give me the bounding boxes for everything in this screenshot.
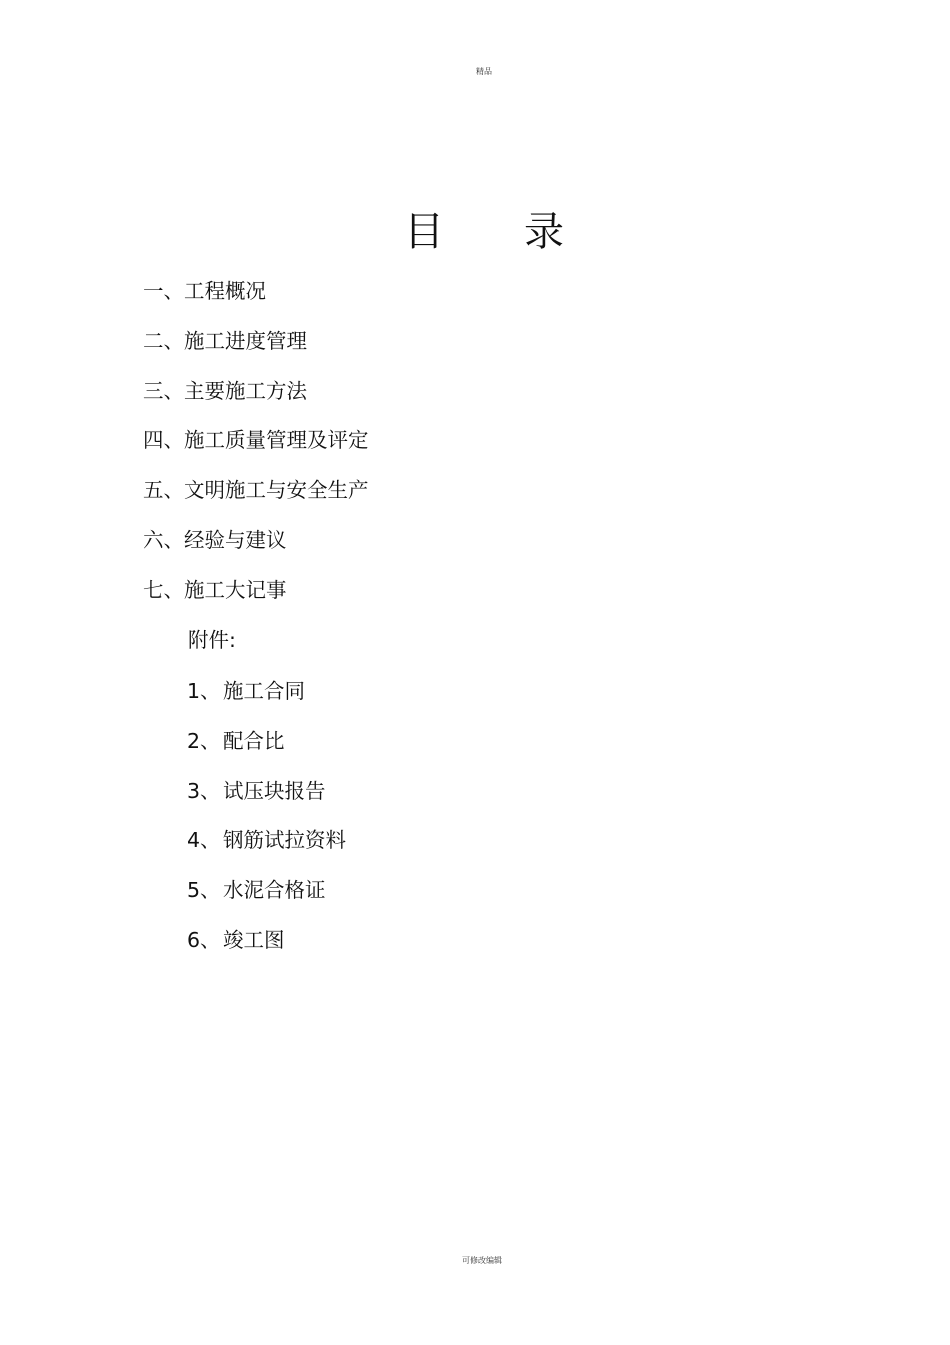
attachment-item <box>187 827 346 877</box>
attachment-label: 试压块报告 <box>223 778 326 803</box>
attachment-label: 水泥合格证 <box>223 878 326 903</box>
attachments-list <box>187 678 346 977</box>
attachment-item <box>187 678 346 728</box>
toc-item: 三、主要施工方法 <box>143 378 307 403</box>
page-title-char-2: 录 <box>524 209 564 255</box>
toc-item: 六、经验与建议 <box>143 527 287 552</box>
toc-item: 二、施工进度管理 <box>143 328 307 353</box>
attachment-item <box>187 927 346 977</box>
attachment-number: 6、 <box>187 927 221 952</box>
attachment-number: 2、 <box>187 728 221 753</box>
attachment-label: 配合比 <box>223 728 285 753</box>
attachment-item <box>187 778 346 828</box>
attachment-label: 施工合同 <box>223 679 305 703</box>
attachment-number: 3、 <box>187 778 221 803</box>
toc-item: 一、工程概况 <box>143 279 266 303</box>
toc-item: 七、施工大记事 <box>143 577 287 602</box>
toc-item: 四、施工质量管理及评定 <box>143 428 369 453</box>
page-title-char-1: 目 <box>404 209 444 255</box>
attachment-label: 钢筋试拉资料 <box>223 828 346 853</box>
header-watermark: 精品 <box>476 67 492 76</box>
attachment-item <box>187 728 346 778</box>
table-of-contents <box>143 278 369 627</box>
attachment-number: 1、 <box>187 679 221 703</box>
attachment-number: 5、 <box>187 878 221 903</box>
footer-watermark: 可修改编辑 <box>462 1256 502 1265</box>
attachment-number: 4、 <box>187 828 221 853</box>
toc-item: 五、文明施工与安全生产 <box>143 478 369 503</box>
attachment-item <box>187 877 346 927</box>
attachment-label: 竣工图 <box>223 927 285 952</box>
attachments-heading: 附件: <box>188 628 236 652</box>
